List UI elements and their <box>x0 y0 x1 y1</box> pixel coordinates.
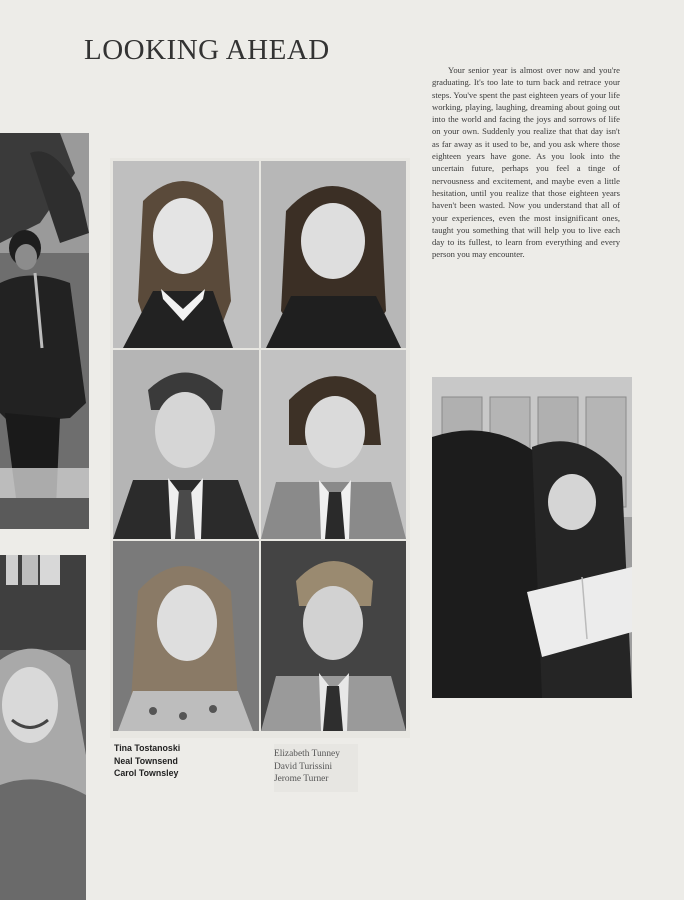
intro-paragraph: Your senior year is almost over now and you're graduating. It's too late to turn back and retrace your steps. You've spent the past eighteen years of your life working, playing, laughing, dreaming about going out into the world and facing the joys and sorrows of life on your own. Suddenly you realize that that day isn't as far away as it used to be, and you ask where those eighteen years have gone. As you look into the uncertain future, perhaps you feel a tinge of nervousness and excitement, and maybe even a little hesitation, until you realize that those eighteen years haven't been wasted. Now you understand that all of your experiences, even the most insignificant ones, taught you something that will help you to live each day to its fullest, to learn from everything and every person you may encounter. <box>432 65 620 260</box>
candid-photo-students-walking <box>0 133 89 529</box>
page-title: LOOKING AHEAD <box>84 34 330 66</box>
caption-names-left <box>114 742 180 780</box>
candid-photo-smiling-student <box>0 555 86 900</box>
portrait-carol-townsley <box>113 541 259 731</box>
portrait-david-turissini <box>261 350 406 539</box>
caption-name: Carol Townsley <box>114 768 179 778</box>
caption-name: Tina Tostanoski <box>114 743 181 753</box>
caption-name: Jerome Turner <box>274 774 329 784</box>
candid-photo-students-reading <box>432 377 632 698</box>
portrait-elizabeth-tunney <box>261 161 406 348</box>
caption-name: Neal Townsend <box>114 755 178 766</box>
caption-name: Elizabeth Tunney <box>274 749 340 759</box>
portrait-jerome-turner <box>261 541 406 731</box>
caption-name: David Turissini <box>274 761 333 772</box>
caption-names-right <box>274 744 358 792</box>
portrait-tina-tostanoski <box>113 161 259 348</box>
portrait-neal-townsend <box>113 350 259 539</box>
